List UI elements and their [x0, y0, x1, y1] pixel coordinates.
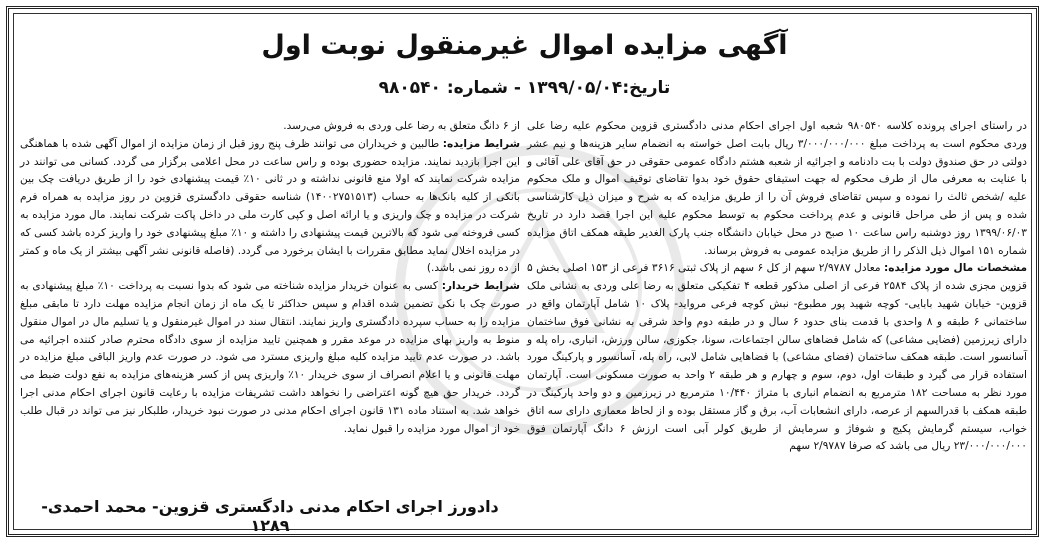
- auction-conditions-text: طالبین و خریداران می توانند ظرف پنج روز قبل از زمان مزایده از اموال آگهی شده با هماهنگی این اجرا بازدید نمایند. مزایده حضوری بوده و راس ساعت در محل اعلامی برگزار می گردد. کسانی می توانند در مزایده شرکت نمایند که اولا منع قانونی نداشته و در ثانی ۱۰٪ قیمت پیشنهادی خود را از طریق دریافت چک بین بانکی از کلیه بانک‌ها به حساب (۱۴۰۰۲۷۵۱۵۱۳) شناسه حقوقی دادگستری قزوین در روز مزایده به همراه فرم شرکت در مزایده و چک واریزی و یا ارائه اصل و کپی کارت ملی در داخل پاکت شرکت نمایند. مال مورد مزایده به کسی فروخته می شود که بالاترین قیمت پیشنهادی را داشته و ۱۰٪ مبلغ پیشنهادی خود را واریز کرده باشد کسی که در مزایده اخلال نماید مطابق مقررات با ایشان برخورد می گردد. (فاصله قانونی نشر آگهی بیشتر از یک ماه و کمتر از ده روز نمی باشد.): [20, 137, 520, 275]
- buyer-conditions-paragraph: [20, 278, 520, 438]
- specs-paragraph: [527, 260, 1027, 456]
- continuation-line: از ۶ دانگ متعلق به رضا علی وردی به فروش می‌رسد.: [283, 120, 520, 132]
- intro-paragraph: در راستای اجرای پرونده کلاسه ۹۸۰۵۴۰ شعبه اول اجرای احکام مدنی دادگستری قزوین محکوم علیه رضا علی وردی محکوم است به پرداخت مبلغ ۳/۰۰۰/۰۰۰/۰۰۰ ریال بابت اصل خواسته به انضمام سایر هزینه‌ها و نیم عشر دولتی در حق صندوق دولت با بت دادنامه و اجرائیه از شعبه هشتم دادگاه عمومی حقوقی در حق آقای علی آقائی و با عنایت به معرفی مال از طرف محکوم له جهت استیفای حقوق خود بدوا تقاضای توقیف اموال و ملک محکوم علیه /شخص ثالث را نموده و سپس تقاضای فروش آن را از طریق مزایده که به شرح و میزان ذیل کارشناسی شده و پس از طی مراحل قانونی و عدم پرداخت محکوم به توسط محکوم علیه این اجرا قصد دارد در تاریخ ۱۳۹۹/۰۶/۰۳ روز دوشنبه راس ساعت ۱۰ صبح در محل خیابان دانشگاه جنب پارک الغدیر طبقه همکف اتاق مزایده شماره ۱۵۱ اموال ذیل الذکر را از طریق مزایده عمومی به فروش برساند.: [527, 120, 1028, 257]
- buyer-conditions-text: کسی به عنوان خریدار مزایده شناخته می شود که بدوا نسبت به پرداخت ۱۰٪ مبلغ پیشنهادی به صورت چک با نکی تضمین شده اقدام و سپس حداکثر تا یک ماه از زمان انجام مزایده مهلت دارد تا مابقی مبلغ مزایده را به حساب سپرده دادگستری واریز نمایند. انتقال سند در اموال غیرمنقول و یا تسلیم مال در اموال منقول منوط به واریز بهای مزایده در موعد مقرر و همچنین تایید مزایده از سوی دادگاه محترم صادر کننده اجرائیه می باشد. در صورت عدم تایید مزایده کلیه مبلغ واریزی مسترد می شود. در صورت عدم واریز الباقی مبلغ مزایده در مهلت قانونی و یا اعلام انصراف از سوی خریدار ۱۰٪ واریزی پس از کسر هزینه‌های مزایده به نفع دولت ضبط می گردد. خریدار حق هیچ گونه اعتراضی را نخواهد داشت تشریفات مزایده با رعایت قانون اجرای احکام مدنی اجرا خواهد شد. به استناد ماده ۱۳۱ قانون اجرای احکام مدنی در صورت نبود خریدار، طلبکار نیز می تواند در قبال طلب خود از اموال مورد مزایده را قبول نماید.: [20, 280, 520, 435]
- left-column: [20, 118, 520, 438]
- specs-heading: مشخصات مال مورد مزایده:: [883, 262, 1028, 275]
- buyer-conditions-heading: شرایط خریدار:: [441, 280, 520, 293]
- signature-line: دادورز اجرای احکام مدنی دادگستری قزوین- محمد احمدی- ۱۲۸۹: [41, 497, 499, 535]
- notice-title: آگهی مزایده اموال غیرمنقول نوبت اول: [261, 30, 788, 61]
- specs-text: معادل ۲/۹۷۸۷ سهم از کل ۶ سهم از پلاک ثبتی ۳۶۱۶ فرعی از ۱۵۳ اصلی بخش ۵ قزوین مجزی شده از پلاک ۲۵۸۴ فرعی از اصلی مذکور قطعه ۴ تفکیکی متعلق به رضا علی وردی به نشانی ملک قزوین- خیابان شهید بابایی- کوچه شهید پور مطبوع- نبش کوچه فرعی مرواید- پلاک ۱۰ شامل آپارتمان واقع در ساختمانی ۶ طبقه و ۸ واحدی با قدمت بنای حدود ۶ سال و در طبقه دوم واحد شرقی به نشانی فوق ساختمان دارای زیرزمین (فضایی مشاعی) که شامل فضاهای سالن اجتماعات، سونا، جکوزی، سالن ورزش، انباری، راه پله و آسانسور است. طبقه همکف ساختمان (فضای مشاعی) با فضاهایی شامل لابی، راه پله، آسانسور و پارکینگ مورد استفاده قرار می گیرد و طبقات اول، دوم، سوم و چهارم و هر طبقه ۲ واحد به صورت مسکونی است. آپارتمان مورد نظر به مساحت ۱۸۲ مترمربع به انضمام انباری با متراژ ۱۰/۴۴۰ مترمربع در زیرزمین و دو واحد پارکینگ در طبقه همکف با قدرالسهم از عرصه، دارای انشعابات آب، برق و گاز مستقل بوده و از لحاظ معماری دارای سه اتاق خواب، سیستم گرمایش پکیج و شوفاژ و سرمایش از طریق کولر آبی است ارزش ۶ دانگ آپارتمان فوق ۲۳/۰۰۰/۰۰۰/۰۰۰ ریال می باشد که صرفا ۲/۹۷۸۷ سهم: [527, 262, 1028, 453]
- date-and-number: تاریخ:۱۳۹۹/۰۵/۰۴ - شماره: ۹۸۰۵۴۰: [378, 78, 671, 98]
- auction-conditions-paragraph: [20, 136, 520, 278]
- auction-conditions-heading: شرایط مزایده:: [442, 137, 520, 150]
- right-column: [527, 118, 1027, 456]
